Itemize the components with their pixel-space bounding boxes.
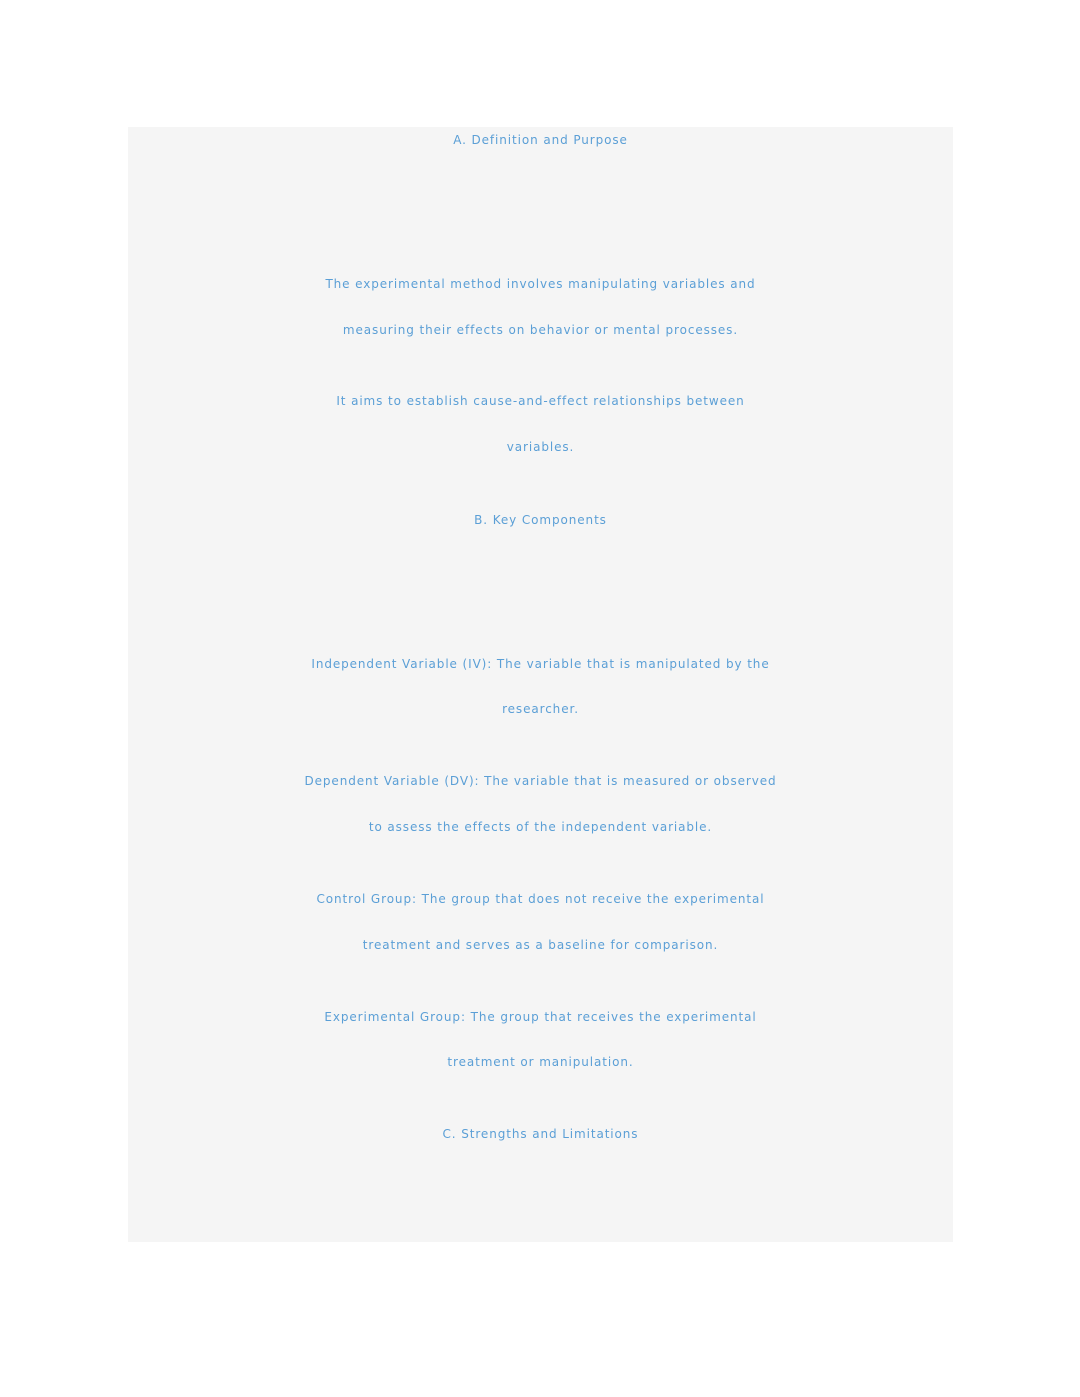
paragraph-line: treatment or manipulation. [447, 1055, 634, 1069]
document-panel [128, 127, 953, 1242]
paragraph-line: variables. [506, 440, 575, 454]
paragraph-line: measuring their effects on behavior or mental processes. [342, 323, 739, 337]
heading-key-components: B. Key Components [474, 513, 607, 527]
paragraph-line: Dependent Variable (DV): The variable that is measured or observed [304, 774, 777, 788]
paragraph-line: The experimental method involves manipulating variables and [325, 277, 756, 291]
paragraph-line: Independent Variable (IV): The variable that is manipulated by the [311, 657, 770, 671]
paragraph-line: It aims to establish cause-and-effect relationships between [336, 394, 745, 408]
paragraph-line: Experimental Group: The group that receives the experimental [324, 1010, 757, 1024]
paragraph-line: to assess the effects of the independent variable. [368, 820, 713, 834]
paragraph-line: treatment and serves as a baseline for comparison. [362, 938, 719, 952]
paragraph-line: researcher. [502, 702, 579, 716]
heading-strengths-and-limitations: C. Strengths and Limitations [442, 1127, 639, 1141]
heading-definition-and-purpose: A. Definition and Purpose [453, 133, 628, 147]
paragraph-line: Control Group: The group that does not receive the experimental [316, 892, 765, 906]
